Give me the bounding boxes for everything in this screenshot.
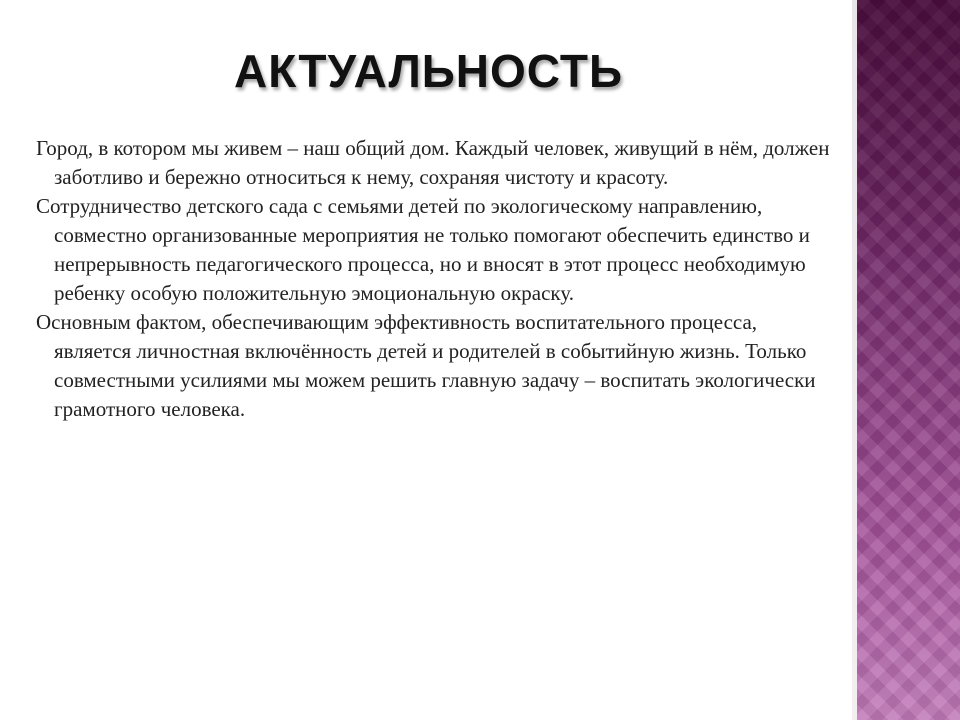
decorative-side-panel [857,0,960,720]
paragraph-2: Сотрудничество детского сада с семьями детей по экологическому направлению, совместно организованные мероприятия не только помогают обеспечить единство и непрерывность педагогического процесса, но и вносят в этот процесс необходимую ребенку особую положительную эмоциональную окраску. [36,194,810,305]
paragraph-1: Город, в котором мы живем – наш общий дом. Каждый человек, живущий в нём, должен заботливо и бережно относиться к нему, сохраняя чистоту и красоту. [36,136,830,189]
slide-title: АКТУАЛЬНОСТЬ [233,45,624,97]
paragraph-3: Основным фактом, обеспечивающим эффективность воспитательного процесса, является личностная включённость детей и родителей в событийную жизнь. Только совместными усилиями мы можем решить главную задачу – воспитать экологически грамотного человека. [36,310,816,421]
slide-body [36,134,836,424]
